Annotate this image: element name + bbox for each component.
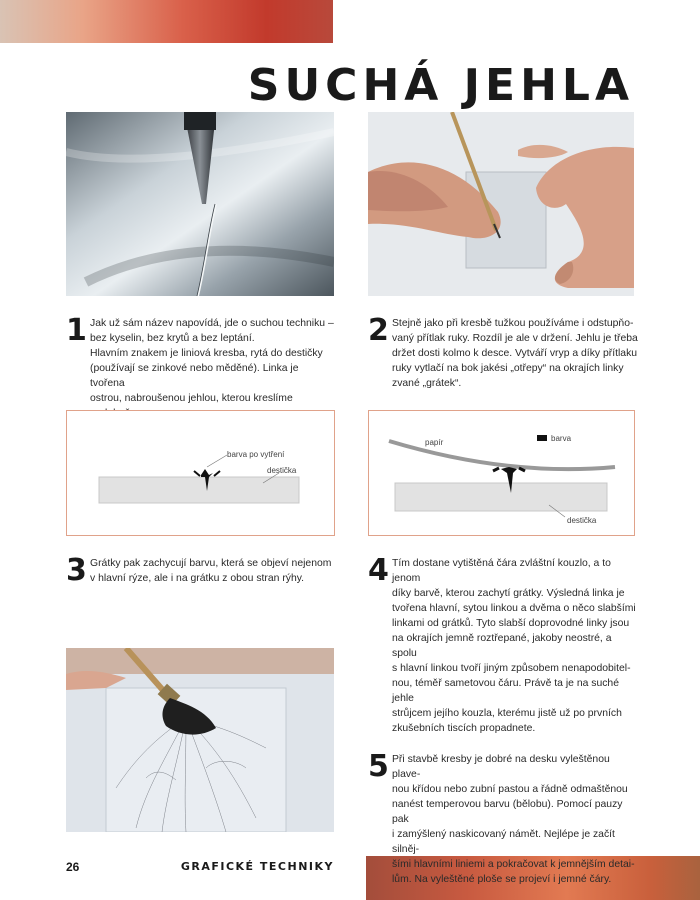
- photo-needle-on-plate: [66, 112, 334, 296]
- text-line: bez kyselin, bez krytů a bez leptání.: [90, 333, 255, 344]
- step-number: 2: [368, 313, 389, 348]
- text-line: Jak už sám název napovídá, jde o suchou techniku –: [90, 318, 334, 329]
- text-line: držet dosti kolmo k desce. Vytváří vryp a díky přítlaku: [392, 348, 638, 359]
- photo-brush-on-plate: [66, 648, 334, 832]
- ink-legend-swatch: [537, 435, 547, 441]
- diagram-printing-paper: [368, 410, 635, 536]
- text-line: (používají se zinkové nebo měděné). Linka je tvořena: [90, 363, 299, 389]
- text-line: ruky vytlačí na bok jakési „otřepy“ na okrajích linky: [392, 363, 624, 374]
- label-ink-after-wiping: barva po vytření: [227, 450, 285, 459]
- step-text: [392, 752, 638, 887]
- plate-shape: [99, 477, 299, 503]
- text-line: díky barvě, kterou zachytí grátky. Výsledná linka je: [392, 588, 625, 599]
- running-footer-title: GRAFICKÉ TECHNIKY: [180, 860, 334, 873]
- label-ink: barva: [551, 434, 572, 443]
- label-plate: destička: [267, 466, 297, 475]
- text-line: i zamýšlený naskicovaný námět. Nejlépe je začít silněj-: [392, 829, 615, 855]
- text-line: Při stavbě kresby je dobré na desku vyleštěnou plave-: [392, 754, 610, 780]
- label-plate: destička: [567, 516, 597, 525]
- text-line: strůjcem jejího kouzla, kterému jistě už po prvních: [392, 708, 622, 719]
- text-line: nou křídou nebo zubní pastou a řádně odmaštěnou: [392, 784, 628, 795]
- text-line: vaný přítlak ruky. Rozdíl je ale v držení. Jehlu je třeba: [392, 333, 638, 344]
- page-number: 26: [66, 860, 80, 874]
- text-line: zkušebních tiscích propadnete.: [392, 723, 536, 734]
- paper-curve: [389, 441, 615, 469]
- photo-hands-holding-needle: [368, 112, 634, 296]
- text-line: Hlavním znakem je liniová kresba, rytá do destičky: [90, 348, 323, 359]
- text-line: Stejně jako při kresbě tužkou používáme i odstupňo-: [392, 318, 634, 329]
- text-line: Grátky pak zachycují barvu, která se objeví nejenom: [90, 558, 332, 569]
- text-line: zvané „grátek“.: [392, 378, 462, 389]
- text-line: linkami od grátků. Tyto slabší doprovodné linky jsou: [392, 618, 630, 629]
- text-line: s hlavní linkou tvoří jiným způsobem nenapodobitel-: [392, 663, 631, 674]
- page-title: SUCHÁ JEHLA: [247, 60, 634, 111]
- text-line: tvořena hlavní, sytou linkou a dvěma o něco slabšími: [392, 603, 636, 614]
- text-line: ostrou, nabroušenou jehlou, kterou kreslíme: [90, 393, 293, 404]
- step-number: 5: [368, 749, 389, 784]
- text-line: lům. Na vyleštěné ploše se projeví i jemné čáry.: [392, 874, 612, 885]
- text-line: šími hlavními liniemi a pokračovat k jemnějším detai-: [392, 859, 635, 870]
- step-text: [392, 316, 638, 391]
- text-line: v hlavní rýze, ale i na grátku z obou stran rýhy.: [90, 573, 305, 584]
- label-paper: papír: [425, 438, 444, 447]
- text-line: Tím dostane vytištěná čára zvláštní kouzlo, a to jenom: [392, 558, 611, 584]
- plate-shape: [395, 483, 607, 511]
- decorative-color-band-top: [0, 0, 333, 43]
- step-number: 3: [66, 553, 87, 588]
- step-number: 1: [66, 313, 87, 348]
- text-line: nanést temperovou barvu (bělobu). Pomocí pauzy pak: [392, 799, 623, 825]
- text-line: na okrajích jemně roztřepané, jakoby neostré, a spolu: [392, 633, 612, 659]
- step-text: [90, 556, 331, 586]
- diagram-plate-groove: [66, 410, 335, 536]
- text-line: nou, téměř sametovou čáru. Právě ta je na suché jehle: [392, 678, 619, 704]
- step-text: [392, 556, 638, 736]
- step-number: 4: [368, 553, 389, 588]
